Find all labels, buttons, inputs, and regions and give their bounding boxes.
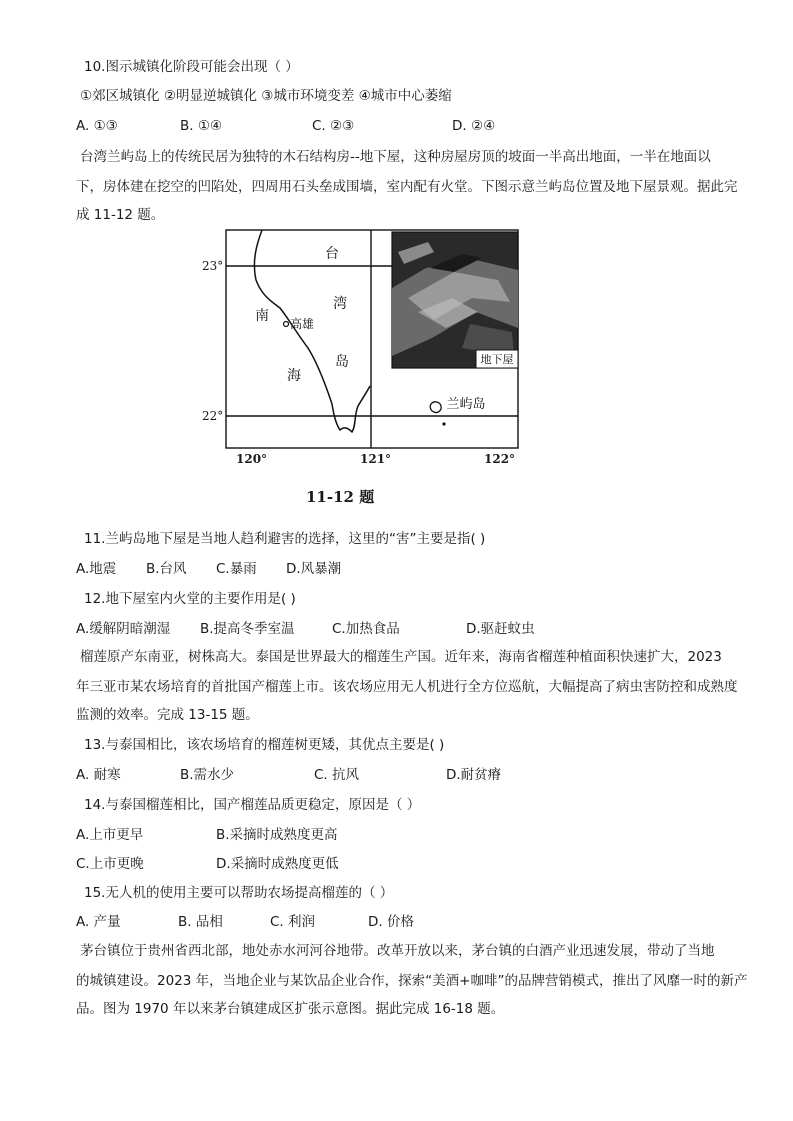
q13-stem: 13.与泰国相比，该农场培育的榴莲树更矮，其优点主要是( ) (84, 737, 445, 753)
q14-option-d: D.采摘时成熟度更低 (216, 856, 339, 872)
lat-22-label: 22° (202, 409, 224, 423)
q13-option-a: A. 耐寒 (76, 767, 121, 783)
passage3-line2: 的城镇建设。2023 年，当地企业与某饮品企业合作，探索“美酒+咖啡”的品牌营销模式，推出了风靡一时的新产 (76, 973, 748, 989)
q15-option-c: C. 利润 (270, 914, 316, 930)
q12-stem: 12.地下屋室内火堂的主要作用是( ) (84, 591, 296, 607)
q15-stem: 15.无人机的使用主要可以帮助农场提高榴莲的（ ） (84, 885, 394, 901)
q10-option-c: C. ②③ (312, 118, 355, 134)
q15-option-a: A. 产量 (76, 914, 121, 930)
passage1-line3: 成 11-12 题。 (76, 207, 165, 223)
lon-120-label: 120° (236, 452, 268, 466)
q11-option-c: C.暴雨 (216, 561, 257, 577)
q13-option-d: D.耐贫瘠 (446, 767, 502, 783)
q14-option-b: B.采摘时成熟度更高 (216, 827, 338, 843)
q14-stem: 14.与泰国榴莲相比，国产榴莲品质更稳定，原因是（ ） (84, 797, 421, 813)
q14-option-a: A.上市更早 (76, 827, 144, 843)
photo-label: 地下屋 (480, 353, 514, 366)
q10-items: ①郊区城镇化 ②明显逆城镇化 ③城市环境变差 ④城市中心萎缩 (80, 88, 452, 104)
passage2-line1: 榴莲原产东南亚，树株高大。泰国是世界最大的榴莲生产国。近年来，海南省榴莲种植面积快速扩大，2023 (80, 649, 722, 665)
q11-stem: 11.兰屿岛地下屋是当地人趋利避害的选择，这里的“害”主要是指( ) (84, 531, 486, 547)
passage2-line3: 监测的效率。完成 13-15 题。 (76, 707, 259, 723)
lat-23-label: 23° (202, 259, 224, 273)
q11-option-a: A.地震 (76, 561, 117, 577)
lon-122-label: 122° (484, 452, 516, 466)
label-dao: 岛 (335, 354, 349, 370)
q15-option-d: D. 价格 (368, 914, 414, 930)
q15-option-b: B. 品相 (178, 914, 223, 930)
lanyu-map-figure (202, 228, 522, 468)
q12-option-c: C.加热食品 (332, 621, 400, 637)
label-kaohsiung: 高雄 (289, 317, 315, 331)
q10-option-d: D. ②④ (452, 118, 496, 134)
q10-option-a: A. ①③ (76, 118, 118, 134)
q11-option-d: D.风暴潮 (286, 561, 342, 577)
label-wan: 湾 (333, 296, 347, 312)
q13-option-c: C. 抗风 (314, 767, 360, 783)
lon-121-label: 121° (360, 452, 392, 466)
green-island-dot (442, 422, 445, 425)
passage1-line1: 台湾兰屿岛上的传统民居为独特的木石结构房--地下屋，这种房屋房顶的坡面一半高出地面，一半在地面以 (80, 149, 711, 165)
q10-stem: 10.图示城镇化阶段可能会出现（ ） (84, 59, 299, 75)
label-nan: 南 (255, 308, 269, 324)
label-lanyu: 兰屿岛 (446, 397, 486, 412)
passage3-line1: 茅台镇位于贵州省西北部，地处赤水河河谷地带。改革开放以来，茅台镇的白酒产业迅速发展，带动了当地 (80, 943, 715, 959)
passage1-line2: 下，房体建在挖空的凹陷处，四周用石头垒成围墙，室内配有火堂。下图示意兰屿岛位置及地下屋景观。据此完 (76, 179, 738, 195)
q12-option-b: B.提高冬季室温 (200, 621, 295, 637)
q13-option-b: B.需水少 (180, 767, 235, 783)
q12-option-d: D.驱赶蚊虫 (466, 621, 535, 637)
q12-option-a: A.缓解阴暗潮湿 (76, 621, 171, 637)
figure-caption: 11-12 题 (306, 488, 375, 506)
label-tai: 台 (325, 246, 339, 262)
passage2-line2: 年三亚市某农场培育的首批国产榴莲上市。该农场应用无人机进行全方位巡航，大幅提高了病虫害防控和成熟度 (76, 679, 738, 695)
q10-option-b: B. ①④ (180, 118, 223, 134)
q11-option-b: B.台风 (146, 561, 187, 577)
q14-option-c: C.上市更晚 (76, 856, 144, 872)
label-hai: 海 (287, 368, 301, 384)
passage3-line3: 品。图为 1970 年以来茅台镇建成区扩张示意图。据此完成 16-18 题。 (76, 1001, 505, 1017)
kaohsiung-marker (284, 322, 289, 327)
